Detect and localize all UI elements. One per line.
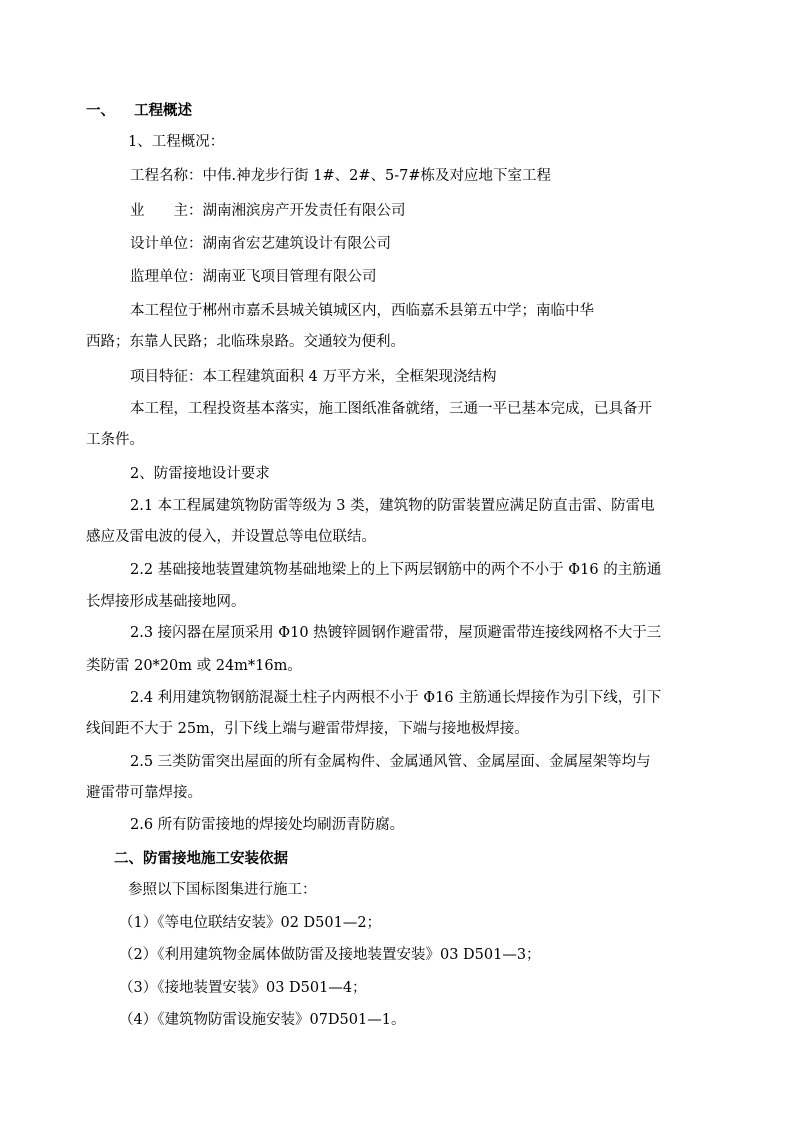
clause-2-5-line-2: 避雷带可靠焊接。 [86, 785, 202, 801]
status-paragraph-line-1: 本工程，工程投资基本落实，施工图纸准备就绪，三通一平已基本完成，已具备开 [130, 401, 652, 417]
section-heading-basis: 二、防雷接地施工安装依据 [114, 850, 288, 867]
project-name-value: 中伟.神龙步行街 1#、2#、5-7#栋及对应地下室工程 [202, 168, 551, 184]
owner-line [130, 201, 406, 221]
clause-2-5-line-1: 2.5 三类防雷突出屋面的所有金属构件、金属通风管、金属屋面、金属屋架等均与 [130, 754, 651, 770]
clause-2-6: 2.6 所有防雷接地的焊接处均刷沥青防腐。 [130, 817, 405, 833]
clause-2-1-line-2: 感应及雷电波的侵入，并设置总等电位联结。 [86, 529, 376, 545]
supervisor-line [130, 267, 377, 287]
designer-value: 湖南省宏艺建筑设计有限公司 [202, 236, 391, 252]
basis-intro: 参照以下国标图集进行施工： [128, 882, 317, 898]
clause-2-2-line-1: 2.2 基础接地装置建筑物基础地梁上的上下两层钢筋中的两个不小于 Φ16 的主筋通 [130, 562, 662, 578]
basis-item: （1）《等电位联结安装》02 D501—2； [119, 915, 382, 931]
basis-item: （2）《利用建筑物金属体做防雷及接地装置安装》03 D501—3； [119, 947, 541, 963]
clause-2-3-line-1: 2.3 接闪器在屋顶采用 Φ10 热镀锌圆钢作避雷带，屋顶避雷带连接线网格不大于三 [130, 625, 662, 641]
clause-2-1-line-1: 2.1 本工程属建筑物防雷等级为 3 类，建筑物的防雷装置应满足防直击雷、防雷电 [130, 498, 655, 514]
owner-value: 湖南湘滨房产开发责任有限公司 [202, 203, 406, 219]
location-paragraph-line-2: 西路；东靠人民路；北临珠泉路。交通较为便利。 [86, 334, 405, 350]
owner-label: 业 主： [130, 203, 203, 219]
subsection-heading-overview: 1、工程概况： [128, 134, 225, 150]
section-number: 一、 [86, 102, 115, 119]
section-title: 工程概述 [134, 102, 193, 119]
subsection-heading-design: 2、防雷接地设计要求 [130, 466, 270, 482]
supervisor-label: 监理单位： [130, 269, 203, 285]
project-name-line [130, 166, 551, 186]
status-paragraph-line-2: 工条件。 [86, 432, 144, 448]
supervisor-value: 湖南亚飞项目管理有限公司 [202, 269, 377, 285]
basis-item: （3）《接地装置安装》03 D501—4； [119, 980, 367, 996]
location-paragraph-line-1: 本工程位于郴州市嘉禾县城关镇城区内，西临嘉禾县第五中学；南临中华 [130, 303, 594, 319]
project-name-label: 工程名称： [130, 168, 203, 184]
designer-line [130, 234, 391, 254]
designer-label: 设计单位： [130, 236, 203, 252]
project-features: 项目特征：本工程建筑面积 4 万平方米，全框架现浇结构 [130, 369, 497, 385]
clause-2-4-line-2: 线间距不大于 25m，引下线上端与避雷带焊接，下端与接地极焊接。 [86, 721, 529, 737]
basis-item: （4）《建筑物防雷设施安装》07D501—1。 [119, 1012, 406, 1028]
clause-2-4-line-1: 2.4 利用建筑物钢筋混凝土柱子内两根不小于 Φ16 主筋通长焊接作为引下线，引下 [130, 690, 662, 706]
clause-2-2-line-2: 长焊接形成基础接地网。 [86, 594, 246, 610]
clause-2-3-line-2: 类防雷 20*20m 或 24m*16m。 [86, 658, 302, 674]
section-heading-overview [86, 101, 192, 121]
